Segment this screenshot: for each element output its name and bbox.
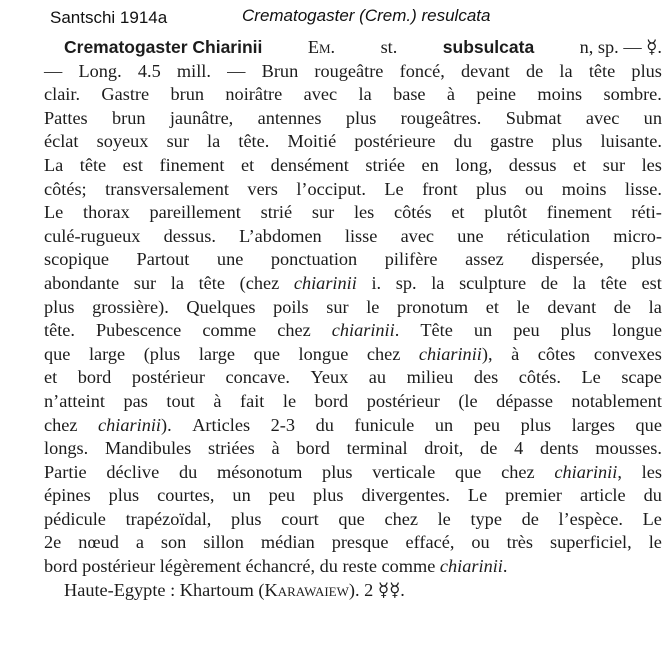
text-line-1 <box>44 36 662 60</box>
collector-name: Karawaiew <box>264 579 349 600</box>
new-species-marker: n, sp. — ☿. <box>579 37 662 57</box>
text-line-20: épines plus courtes, un peu plus divergentes. Le premier article du <box>44 485 662 506</box>
stirps-abbrev: st. <box>380 37 398 57</box>
text-line-12: plus grossière). Quelques poils sur le pronotum et le devant de la <box>44 296 662 317</box>
locality-line: Haute-Egypte : Khartoum (Karawaiew). 2 ☿☿. <box>64 579 405 600</box>
species-name: Crematogaster Chiarinii <box>64 37 263 57</box>
text-line-13: tête. Pubescence comme chez chiarinii. Tête un peu plus longue <box>44 320 662 341</box>
author-abbrev: Em. <box>307 37 336 57</box>
text-line-19: Partie déclive du mésonotum plus verticale que chez chiarinii, les <box>44 461 662 482</box>
text-line-17: chez chiarinii). Articles 2-3 du funicule un peu plus larges que <box>44 414 662 435</box>
text-line-23: bord postérieur légèrement échancré, du reste comme chiarinii. <box>44 556 508 577</box>
page-header <box>50 6 652 32</box>
subspecies-name: subsulcata <box>442 37 535 57</box>
text-line-14: que large (plus large que longue chez chiarinii), à côtes convexes <box>44 343 662 364</box>
text-line-7: côtés; transversalement vers l’occiput. Le front plus ou moins lisse. <box>44 178 662 199</box>
text-line-10: scopique Partout une ponctuation pilifère assez dispersée, plus <box>44 249 662 270</box>
text-line-5: éclat soyeux sur la tête. Moitié postérieure du gastre plus luisante. <box>44 131 662 152</box>
species-description <box>44 36 662 602</box>
text-line-16: n’atteint pas tout à fait le bord postérieur (le dépasse notablement <box>44 390 662 411</box>
text-line-11: abondante sur la tête (chez chiarinii i. sp. la sculpture de la tête est <box>44 272 662 293</box>
text-line-18: longs. Mandibules striées à bord terminal droit, de 4 dents mousses. <box>44 438 662 459</box>
reference-citation: Santschi 1914a <box>50 8 168 27</box>
text-line-9: culé-rugueux dessus. L’abdomen lisse avec une réticulation micro- <box>44 225 662 246</box>
text-line-4: Pattes brun jaunâtre, antennes plus rougeâtres. Submat avec un <box>44 107 662 128</box>
text-line-3: clair. Gastre brun noirâtre avec la base à peine moins sombre. <box>44 84 662 105</box>
taxon-name: Crematogaster (Crem.) resulcata <box>242 6 491 25</box>
text-line-8: Le thorax pareillement strié sur les côtés et plutôt finement réti- <box>44 202 662 223</box>
text-line-15: et bord postérieur concave. Yeux au milieu des côtés. Le scape <box>44 367 662 388</box>
text-line-6: La tête est finement et densément striée en long, dessus et sur les <box>44 154 662 175</box>
text-line-2: — Long. 4.5 mill. — Brun rougeâtre foncé, devant de la tête plus <box>44 60 662 81</box>
text-line-22: 2e nœud a son sillon médian presque effacé, ou très superficiel, le <box>44 532 662 553</box>
text-line-21: pédicule trapézoïdal, plus court que chez le type de l’espèce. Le <box>44 508 662 529</box>
